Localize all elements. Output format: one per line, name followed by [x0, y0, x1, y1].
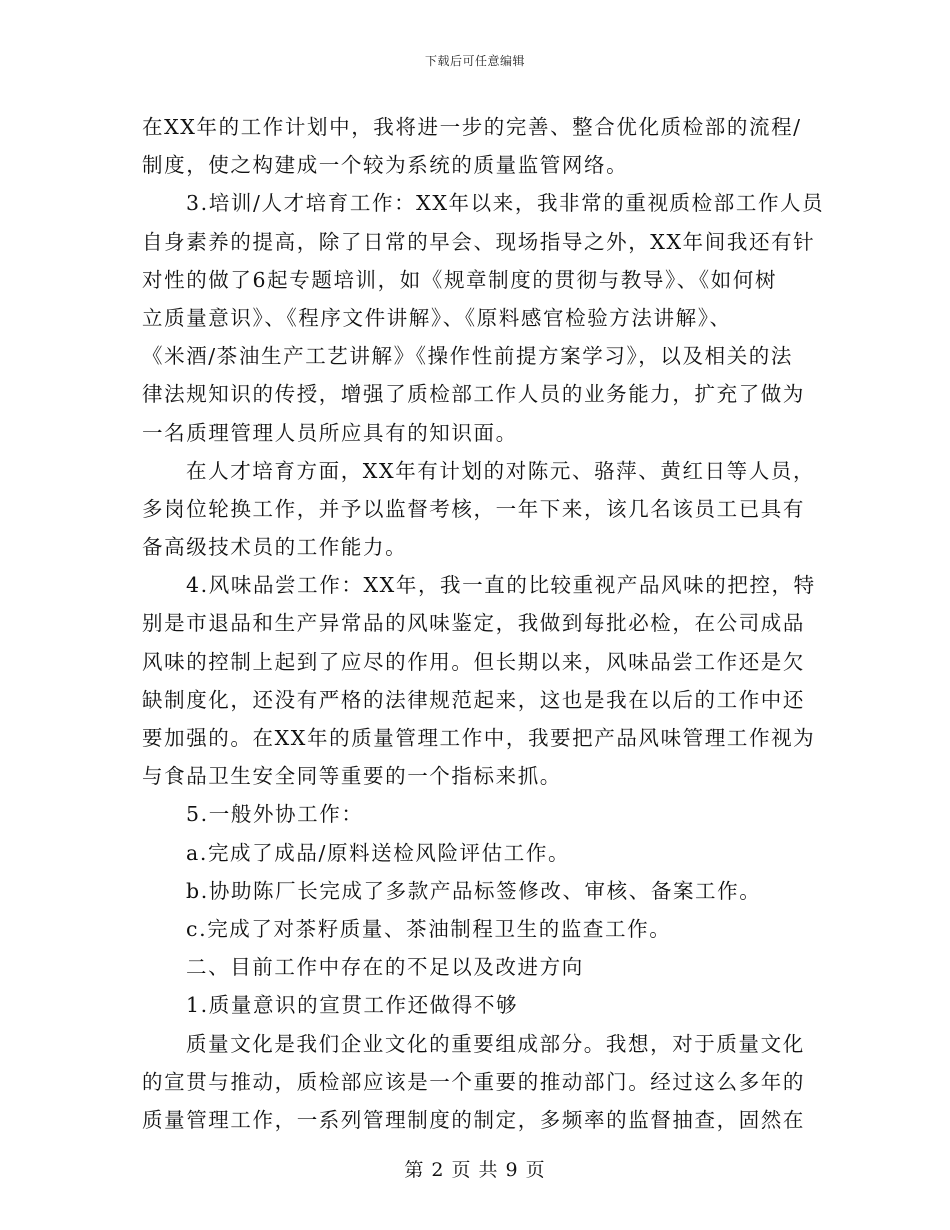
- text-line: 别是市退品和生产异常品的风味鉴定，我做到每批必检，在公司成品: [142, 611, 805, 636]
- text-line: 制度，使之构建成一个较为系统的质量监管网络。: [142, 153, 629, 178]
- text-line: 对性的做了6起专题培训，如《规章制度的贯彻与教导》、《如何树: [142, 267, 778, 292]
- text-line: 缺制度化，还没有严格的法律规范起来，这也是我在以后的工作中还: [142, 687, 805, 712]
- text-line: 一名质理管理人员所应具有的知识面。: [142, 420, 518, 445]
- document-body: [142, 108, 825, 1139]
- text-line: 二、目前工作中存在的不足以及改进方向: [186, 955, 584, 980]
- header-note: 下载后可任意编辑: [424, 54, 525, 68]
- text-line: 多岗位轮换工作，并予以监督考核，一年下来，该几名该员工已具有: [142, 496, 805, 521]
- text-line: 自身素养的提高，除了日常的早会、现场指导之外，XX年间我还有针: [142, 229, 816, 254]
- text-line: 的宣贯与推动，质检部应该是一个重要的推动部门。经过这么多年的: [142, 1069, 805, 1094]
- text-line: 备高级技术员的工作能力。: [142, 535, 408, 560]
- text-line: b.协助陈厂长完成了多款产品标签修改、审核、备案工作。: [186, 878, 762, 903]
- text-line: 质量管理工作，一系列管理制度的制定，多频率的监督抽查，固然在: [142, 1107, 805, 1132]
- page-number-footer: 第 2 页 共 9 页: [404, 1159, 546, 1181]
- text-line: 5.一般外协工作：: [186, 802, 364, 827]
- text-line: 4.风味品尝工作：XX年，我一直的比较重视产品风味的把控，特: [186, 573, 816, 598]
- text-line: 《米酒/茶油生产工艺讲解》《操作性前提方案学习》，以及相关的法: [142, 344, 794, 369]
- text-line: 质量文化是我们企业文化的重要组成部分。我想，对于质量文化: [186, 1031, 805, 1056]
- text-line: 要加强的。在XX年的质量管理工作中，我要把产品风味管理工作视为: [142, 726, 816, 750]
- text-line: 律法规知识的传授，增强了质检部工作人员的业务能力，扩充了做为: [142, 382, 805, 407]
- text-line: 在XX年的工作计划中，我将进一步的完善、整合优化质检部的流程/: [142, 115, 802, 139]
- text-line: 立质量意识》、《程序文件讲解》、《原料感官检验方法讲解》、: [142, 305, 732, 330]
- text-line: 3.培训/人才培育工作：XX年以来，我非常的重视质检部工作人员: [186, 191, 825, 216]
- text-line: 风味的控制上起到了应尽的作用。但长期以来，风味品尝工作还是欠: [142, 649, 805, 674]
- text-line: 1.质量意识的宣贯工作还做得不够: [186, 993, 519, 1018]
- text-line: 在人才培育方面，XX年有计划的对陈元、骆萍、黄红日等人员，: [186, 458, 816, 483]
- text-line: a.完成了成品/原料送检风险评估工作。: [186, 840, 571, 865]
- text-line: c.完成了对茶籽质量、茶油制程卫生的监查工作。: [186, 916, 672, 941]
- text-line: 与食品卫生安全同等重要的一个指标来抓。: [142, 764, 562, 789]
